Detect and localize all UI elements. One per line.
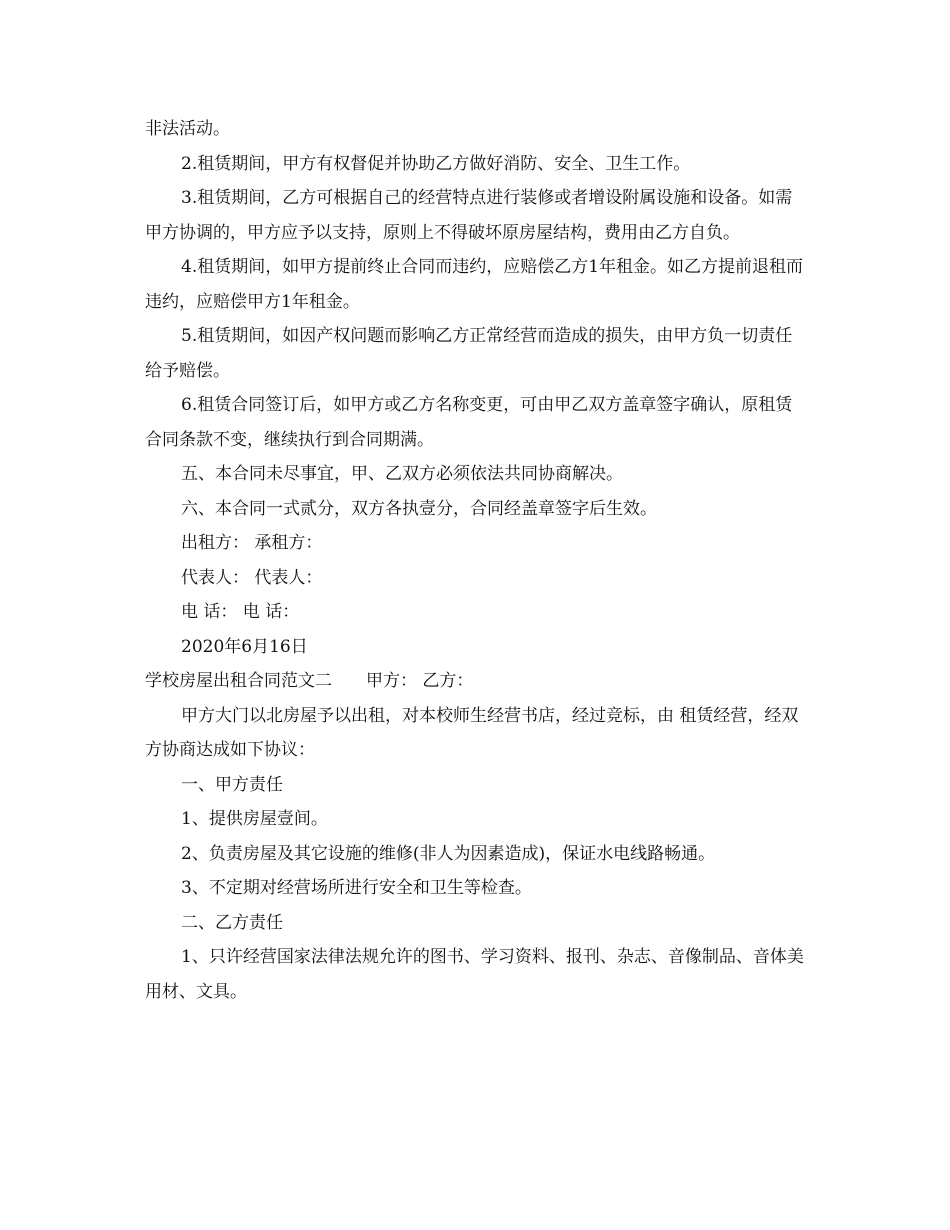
contract-body xyxy=(145,112,805,1009)
paragraph: 非法活动。 xyxy=(145,119,230,139)
paragraph: 6.租赁合同签订后，如甲方或乙方名称变更，可由甲乙双方盖章签字确认，原租赁合同条款不变，继续执行到合同期满。 xyxy=(145,395,793,450)
section-heading: 学校房屋出租合同范文二 甲方： 乙方： xyxy=(145,671,474,691)
paragraph: 2.租赁期间，甲方有权督促并协助乙方做好消防、安全、卫生工作。 xyxy=(181,153,691,174)
signature-date: 2020年6月16日 xyxy=(181,636,308,657)
paragraph: 3、不定期对经营场所进行安全和卫生等检查。 xyxy=(181,878,532,898)
clause-heading: 二、乙方责任 xyxy=(181,912,283,933)
paragraph: 5.租赁期间，如因产权问题而影响乙方正常经营而造成的损失，由甲方负一切责任给予赔偿。 xyxy=(145,326,793,381)
clause-heading: 一、甲方责任 xyxy=(181,774,283,795)
signature-phone-line: 电 话： 电 话： xyxy=(181,602,300,622)
signature-party-line: 出租方： 承租方： xyxy=(181,533,323,553)
paragraph: 1、提供房屋壹间。 xyxy=(181,809,328,829)
paragraph: 五、本合同未尽事宜，甲、乙双方必须依法共同协商解决。 xyxy=(181,464,623,484)
paragraph: 1、只许经营国家法律法规允许的图书、学习资料、报刊、杂志、音像制品、音体美用材、文具。 xyxy=(145,947,804,1002)
paragraph: 甲方大门以北房屋予以出租，对本校师生经营书店，经过竞标，由 租赁经营，经双方协商达成如下协议： xyxy=(145,705,799,760)
paragraph: 4.租赁期间，如甲方提前终止合同而违约，应赔偿乙方1年租金。如乙方提前退租而违约，应赔偿甲方1年租金。 xyxy=(145,257,804,312)
paragraph: 3.租赁期间，乙方可根据自己的经营特点进行装修或者增设附属设施和设备。如需甲方协调的，甲方应予以支持，原则上不得破坏原房屋结构，费用由乙方自负。 xyxy=(145,188,793,243)
signature-representative-line: 代表人： 代表人： xyxy=(181,567,323,588)
paragraph: 2、负责房屋及其它设施的维修(非人为因素造成)，保证水电线路畅通。 xyxy=(181,843,716,864)
paragraph: 六、本合同一式贰分，双方各执壹分，合同经盖章签字后生效。 xyxy=(181,498,657,519)
